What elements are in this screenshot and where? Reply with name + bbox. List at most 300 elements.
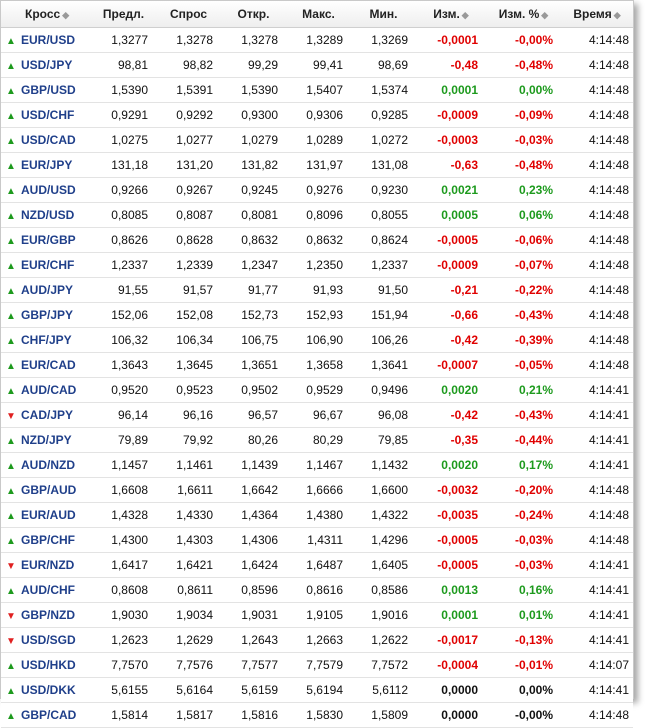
- time-cell: 4:14:48: [561, 203, 633, 228]
- change-pct-cell: -0,00%: [486, 703, 561, 728]
- header-pair[interactable]: [21, 1, 91, 28]
- ask-cell: 1,6421: [156, 553, 221, 578]
- trend-cell: [1, 203, 21, 228]
- arrow-up-icon: ▲: [6, 536, 16, 547]
- low-cell: 1,6405: [351, 553, 416, 578]
- pair-link[interactable]: NZD/JPY: [21, 433, 72, 447]
- pair-cell: [21, 553, 91, 578]
- change-cell: 0,0020: [416, 453, 486, 478]
- pair-link[interactable]: GBP/AUD: [21, 483, 77, 497]
- change-pct-cell: -0,39%: [486, 328, 561, 353]
- high-cell: 96,67: [286, 403, 351, 428]
- pair-link[interactable]: AUD/NZD: [21, 458, 75, 472]
- table-row: [1, 328, 633, 353]
- open-cell: 1,6642: [221, 478, 286, 503]
- trend-cell: [1, 703, 21, 728]
- pair-link[interactable]: EUR/USD: [21, 33, 76, 47]
- ask-cell: 0,9292: [156, 103, 221, 128]
- open-cell: 1,3278: [221, 28, 286, 53]
- arrow-up-icon: ▲: [6, 261, 16, 272]
- high-cell: 91,93: [286, 278, 351, 303]
- high-cell: 0,8096: [286, 203, 351, 228]
- pair-cell: [21, 78, 91, 103]
- open-cell: 1,4364: [221, 503, 286, 528]
- bid-cell: 152,06: [91, 303, 156, 328]
- table-row: [1, 178, 633, 203]
- trend-cell: [1, 378, 21, 403]
- bid-cell: 1,6608: [91, 478, 156, 503]
- table-row: [1, 678, 633, 703]
- table-row: [1, 53, 633, 78]
- ask-cell: 79,92: [156, 428, 221, 453]
- bid-cell: 0,8085: [91, 203, 156, 228]
- pair-cell: [21, 628, 91, 653]
- open-cell: 1,1439: [221, 453, 286, 478]
- bid-cell: 1,5814: [91, 703, 156, 728]
- low-cell: 79,85: [351, 428, 416, 453]
- bid-cell: 1,6417: [91, 553, 156, 578]
- bid-cell: 96,14: [91, 403, 156, 428]
- arrow-up-icon: ▲: [6, 186, 16, 197]
- trend-cell: [1, 53, 21, 78]
- open-cell: 91,77: [221, 278, 286, 303]
- bid-cell: 1,4300: [91, 528, 156, 553]
- table-row: [1, 153, 633, 178]
- arrow-up-icon: ▲: [6, 486, 16, 497]
- low-cell: 1,9016: [351, 603, 416, 628]
- sort-icon[interactable]: ◆: [541, 10, 549, 20]
- header-arrow-spacer: [1, 1, 21, 28]
- change-pct-cell: -0,44%: [486, 428, 561, 453]
- change-cell: -0,0001: [416, 28, 486, 53]
- low-cell: 7,7572: [351, 653, 416, 678]
- ask-cell: 0,8087: [156, 203, 221, 228]
- time-cell: 4:14:48: [561, 303, 633, 328]
- bid-cell: 0,9266: [91, 178, 156, 203]
- ask-cell: 96,16: [156, 403, 221, 428]
- high-cell: 1,5407: [286, 78, 351, 103]
- low-cell: 1,5374: [351, 78, 416, 103]
- low-cell: 98,69: [351, 53, 416, 78]
- change-pct-cell: -0,07%: [486, 253, 561, 278]
- high-cell: 5,6194: [286, 678, 351, 703]
- ask-cell: 7,7576: [156, 653, 221, 678]
- pair-link[interactable]: USD/CAD: [21, 133, 76, 147]
- open-cell: 1,2643: [221, 628, 286, 653]
- low-cell: 131,08: [351, 153, 416, 178]
- ask-cell: 0,9523: [156, 378, 221, 403]
- pair-link[interactable]: GBP/CHF: [21, 533, 75, 547]
- pair-cell: [21, 328, 91, 353]
- arrow-down-icon: ▼: [6, 561, 16, 572]
- pair-cell: [21, 453, 91, 478]
- high-cell: 1,1467: [286, 453, 351, 478]
- table-row: [1, 78, 633, 103]
- table-row: [1, 253, 633, 278]
- table-row: [1, 228, 633, 253]
- pair-link[interactable]: USD/DKK: [21, 683, 76, 697]
- open-cell: 0,8081: [221, 203, 286, 228]
- pair-link[interactable]: GBP/CAD: [21, 708, 77, 722]
- pair-link[interactable]: AUD/USD: [21, 183, 76, 197]
- table-row: [1, 628, 633, 653]
- pair-link[interactable]: EUR/CAD: [21, 358, 76, 372]
- change-pct-cell: 0,17%: [486, 453, 561, 478]
- table-row: [1, 553, 633, 578]
- high-cell: 99,41: [286, 53, 351, 78]
- change-pct-cell: -0,03%: [486, 553, 561, 578]
- arrow-up-icon: ▲: [6, 161, 16, 172]
- low-cell: 151,94: [351, 303, 416, 328]
- bid-cell: 91,55: [91, 278, 156, 303]
- pair-cell: [21, 178, 91, 203]
- header-open-label: Откр.: [237, 7, 270, 21]
- high-cell: 80,29: [286, 428, 351, 453]
- header-ask[interactable]: [156, 1, 221, 28]
- table-row: [1, 653, 633, 678]
- pair-cell: [21, 278, 91, 303]
- change-pct-cell: -0,24%: [486, 503, 561, 528]
- high-cell: 1,6666: [286, 478, 351, 503]
- bid-cell: 1,2623: [91, 628, 156, 653]
- table-row: [1, 428, 633, 453]
- ask-cell: 91,57: [156, 278, 221, 303]
- time-cell: 4:14:48: [561, 28, 633, 53]
- open-cell: 152,73: [221, 303, 286, 328]
- trend-cell: [1, 403, 21, 428]
- pair-link[interactable]: AUD/CHF: [21, 583, 75, 597]
- arrow-up-icon: ▲: [6, 211, 16, 222]
- table-row: [1, 703, 633, 728]
- pair-link[interactable]: USD/SGD: [21, 633, 76, 647]
- header-change-pct-label: Изм. %: [498, 7, 540, 21]
- trend-cell: [1, 528, 21, 553]
- high-cell: 1,2663: [286, 628, 351, 653]
- open-cell: 0,9245: [221, 178, 286, 203]
- change-pct-cell: -0,13%: [486, 628, 561, 653]
- trend-cell: [1, 303, 21, 328]
- trend-cell: [1, 78, 21, 103]
- open-cell: 131,82: [221, 153, 286, 178]
- pair-link[interactable]: USD/HKD: [21, 658, 76, 672]
- bid-cell: 79,89: [91, 428, 156, 453]
- trend-cell: [1, 503, 21, 528]
- change-pct-cell: -0,03%: [486, 528, 561, 553]
- low-cell: 1,2337: [351, 253, 416, 278]
- arrow-up-icon: ▲: [6, 436, 16, 447]
- time-cell: 4:14:41: [561, 453, 633, 478]
- low-cell: 1,4296: [351, 528, 416, 553]
- pair-cell: [21, 378, 91, 403]
- ask-cell: 0,9267: [156, 178, 221, 203]
- time-cell: 4:14:48: [561, 78, 633, 103]
- header-change[interactable]: [416, 1, 486, 28]
- high-cell: 1,2350: [286, 253, 351, 278]
- pair-cell: [21, 528, 91, 553]
- change-cell: 0,0005: [416, 203, 486, 228]
- pair-link[interactable]: AUD/CAD: [21, 383, 77, 397]
- pair-cell: [21, 53, 91, 78]
- high-cell: 0,9276: [286, 178, 351, 203]
- bid-cell: 0,8608: [91, 578, 156, 603]
- trend-cell: [1, 628, 21, 653]
- arrow-up-icon: ▲: [6, 686, 16, 697]
- time-cell: 4:14:48: [561, 53, 633, 78]
- trend-cell: [1, 128, 21, 153]
- pair-cell: [21, 603, 91, 628]
- change-cell: -0,0032: [416, 478, 486, 503]
- arrow-up-icon: ▲: [6, 511, 16, 522]
- change-cell: -0,42: [416, 403, 486, 428]
- bid-cell: 0,8626: [91, 228, 156, 253]
- trend-cell: [1, 578, 21, 603]
- high-cell: 0,9306: [286, 103, 351, 128]
- header-low[interactable]: [351, 1, 416, 28]
- table-row: [1, 528, 633, 553]
- trend-cell: [1, 678, 21, 703]
- open-cell: 0,8596: [221, 578, 286, 603]
- open-cell: 5,6159: [221, 678, 286, 703]
- time-cell: 4:14:41: [561, 578, 633, 603]
- high-cell: 7,7579: [286, 653, 351, 678]
- open-cell: 1,2347: [221, 253, 286, 278]
- pair-link[interactable]: EUR/CHF: [21, 258, 75, 272]
- pair-cell: [21, 703, 91, 728]
- trend-cell: [1, 553, 21, 578]
- bid-cell: 1,3277: [91, 28, 156, 53]
- pair-link[interactable]: CHF/JPY: [21, 333, 72, 347]
- change-cell: 0,0021: [416, 178, 486, 203]
- arrow-down-icon: ▼: [6, 636, 16, 647]
- ask-cell: 0,8628: [156, 228, 221, 253]
- ask-cell: 0,8611: [156, 578, 221, 603]
- change-pct-cell: -0,43%: [486, 303, 561, 328]
- time-cell: 4:14:48: [561, 153, 633, 178]
- bid-cell: 1,2337: [91, 253, 156, 278]
- change-cell: -0,0004: [416, 653, 486, 678]
- bid-cell: 106,32: [91, 328, 156, 353]
- ask-cell: 1,6611: [156, 478, 221, 503]
- change-cell: 0,0020: [416, 378, 486, 403]
- header-change-pct[interactable]: [486, 1, 561, 28]
- trend-cell: [1, 653, 21, 678]
- low-cell: 96,08: [351, 403, 416, 428]
- arrow-up-icon: ▲: [6, 36, 16, 47]
- low-cell: 1,2622: [351, 628, 416, 653]
- bid-cell: 7,7570: [91, 653, 156, 678]
- low-cell: 0,9285: [351, 103, 416, 128]
- time-cell: 4:14:48: [561, 103, 633, 128]
- time-cell: 4:14:48: [561, 528, 633, 553]
- low-cell: 0,8624: [351, 228, 416, 253]
- pair-link[interactable]: EUR/AUD: [21, 508, 76, 522]
- table-row: [1, 353, 633, 378]
- change-cell: -0,0017: [416, 628, 486, 653]
- table-body: [1, 28, 633, 728]
- open-cell: 0,9300: [221, 103, 286, 128]
- header-open[interactable]: [221, 1, 286, 28]
- time-cell: 4:14:48: [561, 178, 633, 203]
- pair-cell: [21, 678, 91, 703]
- header-ask-label: Спрос: [169, 7, 208, 21]
- low-cell: 1,3269: [351, 28, 416, 53]
- change-pct-cell: -0,00%: [486, 28, 561, 53]
- bid-cell: 1,3643: [91, 353, 156, 378]
- open-cell: 96,57: [221, 403, 286, 428]
- pair-cell: [21, 503, 91, 528]
- time-cell: 4:14:41: [561, 428, 633, 453]
- arrow-up-icon: ▲: [6, 61, 16, 72]
- arrow-up-icon: ▲: [6, 336, 16, 347]
- table-row: [1, 28, 633, 53]
- low-cell: 106,26: [351, 328, 416, 353]
- arrow-down-icon: ▼: [6, 611, 16, 622]
- high-cell: 106,90: [286, 328, 351, 353]
- table-row: [1, 578, 633, 603]
- ask-cell: 131,20: [156, 153, 221, 178]
- bid-cell: 1,0275: [91, 128, 156, 153]
- pair-cell: [21, 128, 91, 153]
- ask-cell: 1,5391: [156, 78, 221, 103]
- trend-cell: [1, 103, 21, 128]
- pair-link[interactable]: EUR/GBP: [21, 233, 76, 247]
- ask-cell: 1,9034: [156, 603, 221, 628]
- table-row: [1, 378, 633, 403]
- low-cell: 1,1432: [351, 453, 416, 478]
- header-high[interactable]: [286, 1, 351, 28]
- pair-link[interactable]: EUR/NZD: [21, 558, 75, 572]
- trend-cell: [1, 453, 21, 478]
- high-cell: 1,0289: [286, 128, 351, 153]
- arrow-up-icon: ▲: [6, 461, 16, 472]
- change-pct-cell: -0,09%: [486, 103, 561, 128]
- arrow-up-icon: ▲: [6, 86, 16, 97]
- change-cell: -0,48: [416, 53, 486, 78]
- change-cell: -0,63: [416, 153, 486, 178]
- change-pct-cell: -0,48%: [486, 53, 561, 78]
- open-cell: 1,4306: [221, 528, 286, 553]
- time-cell: 4:14:41: [561, 403, 633, 428]
- header-pair-label: Кросс: [25, 7, 61, 21]
- pair-link[interactable]: USD/JPY: [21, 58, 73, 72]
- change-cell: -0,0005: [416, 553, 486, 578]
- arrow-up-icon: ▲: [6, 136, 16, 147]
- pair-link[interactable]: USD/CHF: [21, 108, 75, 122]
- table-row: [1, 203, 633, 228]
- ask-cell: 1,2339: [156, 253, 221, 278]
- change-pct-cell: 0,00%: [486, 678, 561, 703]
- header-bid-label: Предл.: [102, 7, 145, 21]
- table-row: [1, 278, 633, 303]
- arrow-up-icon: ▲: [6, 661, 16, 672]
- pair-cell: [21, 228, 91, 253]
- arrow-down-icon: ▼: [6, 411, 16, 422]
- high-cell: 1,4311: [286, 528, 351, 553]
- pair-link[interactable]: GBP/USD: [21, 83, 76, 97]
- trend-cell: [1, 278, 21, 303]
- change-cell: -0,21: [416, 278, 486, 303]
- sort-icon[interactable]: ◆: [461, 10, 469, 20]
- time-cell: 4:14:07: [561, 653, 633, 678]
- change-cell: -0,66: [416, 303, 486, 328]
- header-time[interactable]: [561, 1, 633, 28]
- change-cell: 0,0000: [416, 678, 486, 703]
- time-cell: 4:14:48: [561, 328, 633, 353]
- ask-cell: 1,4330: [156, 503, 221, 528]
- high-cell: 1,4380: [286, 503, 351, 528]
- table-row: [1, 403, 633, 428]
- ask-cell: 5,6164: [156, 678, 221, 703]
- open-cell: 1,6424: [221, 553, 286, 578]
- ask-cell: 152,08: [156, 303, 221, 328]
- pair-link[interactable]: GBP/NZD: [21, 608, 75, 622]
- open-cell: 0,8632: [221, 228, 286, 253]
- low-cell: 1,6600: [351, 478, 416, 503]
- time-cell: 4:14:48: [561, 703, 633, 728]
- pair-link[interactable]: GBP/JPY: [21, 308, 74, 322]
- ask-cell: 1,1461: [156, 453, 221, 478]
- bid-cell: 0,9520: [91, 378, 156, 403]
- sort-icon[interactable]: ◆: [613, 10, 621, 20]
- trend-cell: [1, 28, 21, 53]
- change-pct-cell: 0,06%: [486, 203, 561, 228]
- time-cell: 4:14:41: [561, 678, 633, 703]
- change-cell: -0,0009: [416, 103, 486, 128]
- pair-cell: [21, 578, 91, 603]
- table-row: [1, 453, 633, 478]
- arrow-up-icon: ▲: [6, 111, 16, 122]
- bid-cell: 1,4328: [91, 503, 156, 528]
- low-cell: 5,6112: [351, 678, 416, 703]
- low-cell: 0,9230: [351, 178, 416, 203]
- open-cell: 1,5390: [221, 78, 286, 103]
- table-header: [1, 1, 633, 28]
- pair-link[interactable]: AUD/JPY: [21, 283, 74, 297]
- open-cell: 1,9031: [221, 603, 286, 628]
- pair-link[interactable]: NZD/USD: [21, 208, 75, 222]
- change-cell: 0,0013: [416, 578, 486, 603]
- header-low-label: Мин.: [369, 7, 398, 21]
- arrow-up-icon: ▲: [6, 361, 16, 372]
- change-pct-cell: -0,03%: [486, 128, 561, 153]
- pair-link[interactable]: EUR/JPY: [21, 158, 73, 172]
- bid-cell: 98,81: [91, 53, 156, 78]
- pair-cell: [21, 153, 91, 178]
- arrow-up-icon: ▲: [6, 286, 16, 297]
- arrow-up-icon: ▲: [6, 586, 16, 597]
- pair-cell: [21, 253, 91, 278]
- header-bid[interactable]: [91, 1, 156, 28]
- ask-cell: 1,5817: [156, 703, 221, 728]
- time-cell: 4:14:48: [561, 228, 633, 253]
- pair-cell: [21, 103, 91, 128]
- pair-cell: [21, 478, 91, 503]
- high-cell: 1,6487: [286, 553, 351, 578]
- open-cell: 0,9502: [221, 378, 286, 403]
- change-cell: 0,0001: [416, 603, 486, 628]
- open-cell: 99,29: [221, 53, 286, 78]
- change-pct-cell: 0,23%: [486, 178, 561, 203]
- arrow-up-icon: ▲: [6, 311, 16, 322]
- open-cell: 7,7577: [221, 653, 286, 678]
- pair-link[interactable]: CAD/JPY: [21, 408, 74, 422]
- ask-cell: 1,3278: [156, 28, 221, 53]
- high-cell: 1,3658: [286, 353, 351, 378]
- change-cell: 0,0001: [416, 78, 486, 103]
- trend-cell: [1, 328, 21, 353]
- time-cell: 4:14:48: [561, 478, 633, 503]
- sort-icon[interactable]: ◆: [62, 10, 70, 20]
